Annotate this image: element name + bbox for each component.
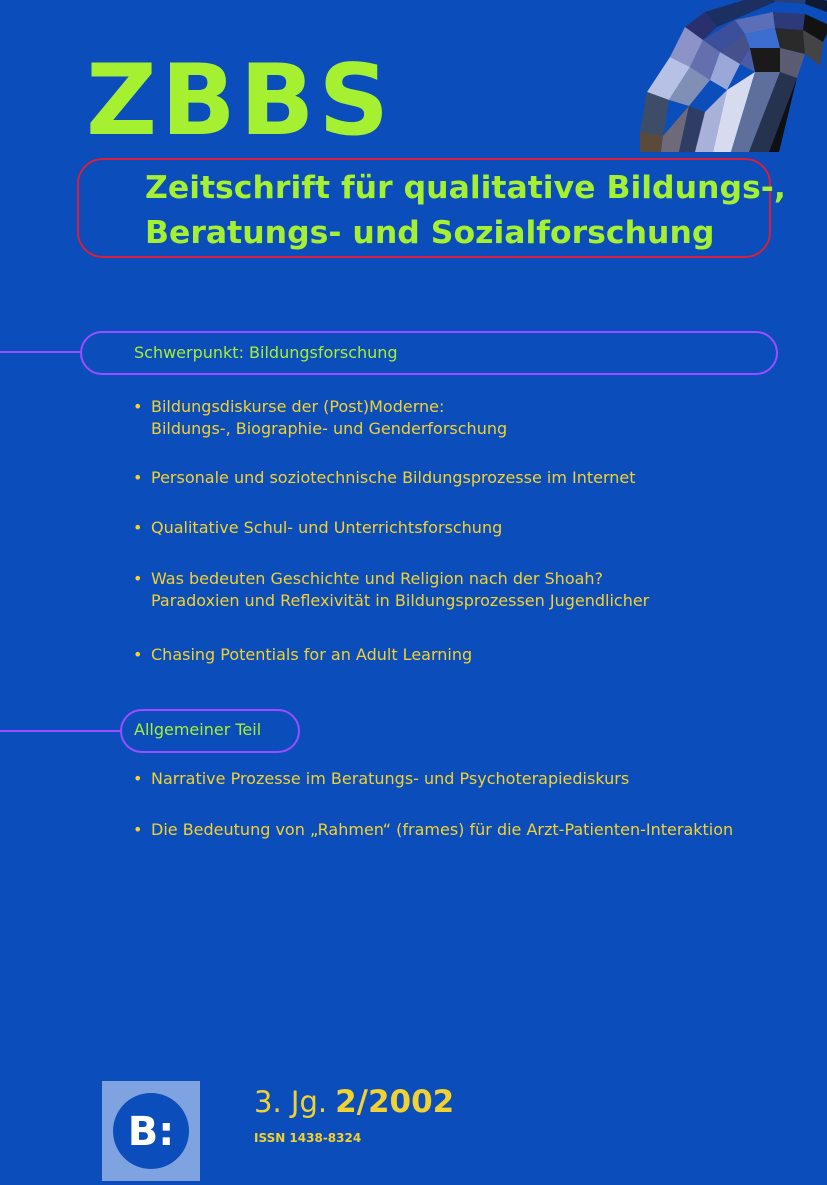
toc-item	[133, 768, 629, 790]
toc-item-line1: Qualitative Schul- und Unterrichtsforschung	[151, 518, 503, 537]
toc-item	[133, 467, 636, 489]
toc-item	[133, 644, 472, 666]
bullet-icon: •	[133, 397, 143, 416]
toc-item	[133, 819, 733, 841]
svg-text:B:: B:	[127, 1109, 175, 1155]
bullet-icon: •	[133, 820, 143, 839]
section-heading-focus: Schwerpunkt: Bildungsforschung	[134, 343, 398, 362]
volume-number: 3. Jg.	[254, 1085, 328, 1119]
section-connector-line	[0, 730, 122, 732]
bullet-icon: •	[133, 569, 143, 588]
journal-subtitle	[145, 166, 786, 256]
bullet-icon: •	[133, 468, 143, 487]
decorative-fan-graphic	[640, 0, 827, 160]
toc-item-line2: Bildungs-, Biographie- und Genderforschung	[151, 419, 508, 438]
publisher-logo-icon	[102, 1081, 200, 1181]
bullet-icon: •	[133, 645, 143, 664]
toc-item	[133, 396, 507, 440]
toc-item-line1: Narrative Prozesse im Beratungs- und Psychoterapiediskurs	[151, 769, 630, 788]
bullet-icon: •	[133, 518, 143, 537]
toc-item-line1: Bildungsdiskurse der (Post)Moderne:	[151, 397, 445, 416]
publisher-logo	[102, 1081, 200, 1181]
toc-item-line1: Was bedeuten Geschichte und Religion nach der Shoah?	[151, 569, 604, 588]
section-connector-line	[0, 351, 82, 353]
bullet-icon: •	[133, 769, 143, 788]
toc-item-line1: Personale und soziotechnische Bildungsprozesse im Internet	[151, 468, 636, 487]
subtitle-line-2: Beratungs- und Sozialforschung	[145, 215, 715, 251]
section-heading-general: Allgemeiner Teil	[134, 720, 262, 739]
issn: ISSN 1438-8324	[254, 1131, 362, 1145]
issue-number: 2/2002	[335, 1084, 455, 1120]
issue-info	[254, 1084, 455, 1120]
toc-item	[133, 568, 649, 612]
subtitle-line-1: Zeitschrift für qualitative Bildungs-,	[145, 170, 786, 206]
toc-item-line1: Die Bedeutung von „Rahmen“ (frames) für die Arzt-Patienten-Interaktion	[151, 820, 734, 839]
toc-item-line2: Paradoxien und Reflexivität in Bildungsprozessen Jugendlicher	[151, 591, 650, 610]
toc-item	[133, 517, 502, 539]
journal-title: ZBBS	[86, 44, 394, 158]
toc-item-line1: Chasing Potentials for an Adult Learning	[151, 645, 473, 664]
